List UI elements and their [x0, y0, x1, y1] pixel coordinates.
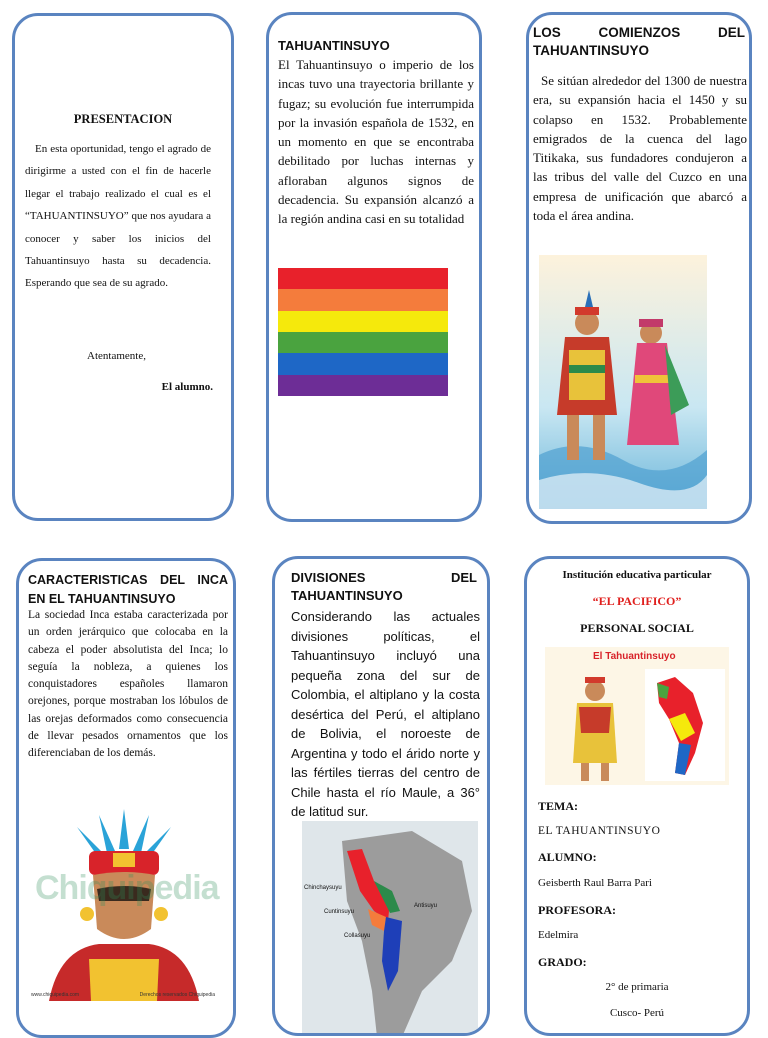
tahuantinsuyo-body: El Tahuantinsuyo o imperio de los incas tuvo una trayectoria brillante y fugaz; su evolución fue interrumpida por la invasión española de 1532, en un momento en que se encontraba debilitado por luchas internas y afloraban algunos signos de decadencia. Su expansión alcanzó a la región andina casi en su totalidad	[278, 57, 474, 227]
flag-stripe	[278, 332, 448, 353]
school-name: “EL PACIFICO”	[592, 594, 682, 608]
caracteristicas-title: CARACTERISTICAS DEL INCA EN EL TAHUANTINSUYO	[28, 573, 228, 606]
closing-text: Atentamente,	[87, 350, 146, 362]
presentacion-title: PRESENTACION	[73, 112, 173, 126]
tahuantinsuyo-title: TAHUANTINSUYO	[278, 38, 390, 53]
map-label-collasuyu: Collasuyu	[344, 933, 371, 939]
panel-caracteristicas	[16, 558, 236, 1038]
city-text: Cusco- Perú	[609, 1007, 665, 1019]
profesora-label: PROFESORA:	[538, 903, 616, 917]
watermark-text: Chiquipedia	[35, 869, 219, 907]
subject-text: PERSONAL SOCIAL	[580, 621, 694, 635]
flag-stripe	[278, 311, 448, 332]
institution-text: Institución educativa particular	[562, 569, 712, 581]
panel-tahuantinsuyo	[266, 12, 482, 522]
map-label-antisuyu: Antisuyu	[414, 903, 438, 909]
cover-image	[545, 647, 729, 785]
tema-label: TEMA:	[538, 799, 578, 813]
image-caption-left: www.chiquipedia.com	[31, 992, 80, 998]
map-label-cuntinsuyu: Cuntinsuyu	[324, 909, 355, 915]
divisiones-title: DIVISIONES DEL TAHUANTINSUYO	[291, 570, 477, 603]
comienzos-title: LOS COMIENZOS DEL TAHUANTINSUYO	[533, 25, 745, 58]
presentacion-body: En esta oportunidad, tengo el agrado de dirigirme a usted con el fin de hacerle llegar el trabajo realizado el cual es el “TAHUANTINSUYO” que nos ayudara a conocer y saber los inicios del Tahuantinsuyo hasta su decadencia. Esperando que sea de su agrado.	[25, 143, 211, 290]
grado-label: GRADO:	[538, 955, 587, 969]
profesora-value: Edelmira	[538, 929, 579, 941]
comienzos-body: Se sitúan alrededor del 1300 de nuestra era, su expansión hacia el 1450 y su colapso en 1532. Probablemente emigrados de la cuenca del lago Titikaka, sus fundadores condujeron a las tribus del valle del Cuzco en una empresa de unificación que abarcó a toda el área andina.	[533, 73, 747, 224]
grado-value: 2° de primaria	[605, 981, 669, 993]
flag-stripe	[278, 289, 448, 310]
flag-stripe	[278, 268, 448, 289]
panel-divisiones	[272, 556, 490, 1036]
alumno-value: Geisberth Raul Barra Pari	[538, 877, 652, 889]
flag-stripe	[278, 353, 448, 374]
divisiones-body: Considerando las actuales divisiones políticas, el Tahuantinsuyo incluyó una pequeña zona del sur de Colombia, el altiplano y la costa desértica del Perú, el altiplano de Bolivia, el noroeste de Argentina y todo el árido norte y las fértiles tierras del centro de Chile hasta el río Maule, a 36° de latitud sur.	[291, 609, 480, 819]
inca-portrait-image	[29, 809, 219, 1001]
rainbow-flag	[278, 268, 448, 396]
tema-value: EL TAHUANTINSUYO	[538, 825, 661, 837]
cover-title: El Tahuantinsuyo	[593, 651, 676, 662]
image-caption-right: Derechos reservados Chiquipedia	[139, 992, 215, 998]
tahuantinsuyo-map	[302, 821, 478, 1036]
signature-text: El alumno.	[161, 381, 213, 393]
inca-founders-image	[539, 255, 707, 509]
panel-comienzos	[526, 12, 752, 524]
alumno-label: ALUMNO:	[538, 850, 597, 864]
panel-presentacion	[12, 13, 234, 521]
caracteristicas-body: La sociedad Inca estaba caracterizada por un orden jerárquico que colocaba en la cabeza el poder absolutista del Inca; lo seguía la nobleza, a quienes los conquistadores españoles llamaron orejones, porque mostraban los lóbulos de las orejas deformados como consecuencia de llevar pesados ornamentos que los diferenciaban de los demás.	[28, 609, 228, 760]
flag-stripe	[278, 375, 448, 396]
panel-portada	[524, 556, 750, 1036]
map-label-chinchaysuyu: Chinchaysuyu	[304, 885, 342, 891]
